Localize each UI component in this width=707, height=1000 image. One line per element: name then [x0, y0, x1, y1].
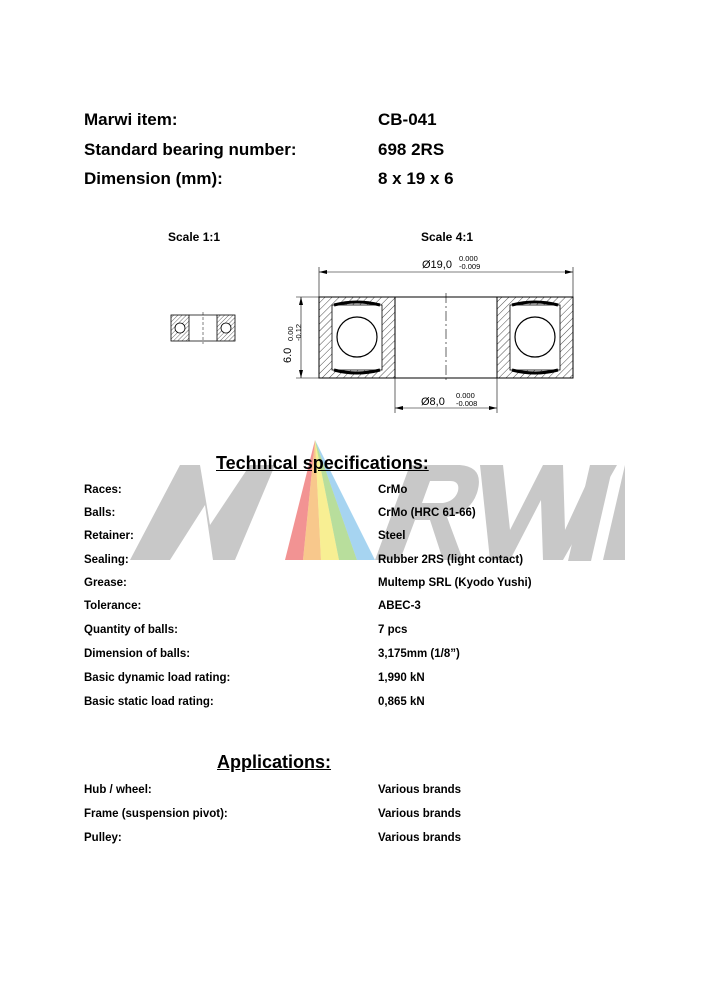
- application-label: Frame (suspension pivot):: [84, 808, 228, 820]
- inner-diameter-label: Ø8,0: [421, 396, 445, 408]
- spec-value: Multemp SRL (Kyodo Yushi): [378, 577, 532, 589]
- outer-diameter-label: Ø19,0: [422, 259, 452, 271]
- width-tol-upper: 0.00: [286, 326, 295, 341]
- spec-label: Sealing:: [84, 554, 129, 566]
- logo-letter-i-bar: [555, 463, 615, 563]
- spec-value: CrMo: [378, 484, 408, 496]
- spec-value: CrMo (HRC 61-66): [378, 507, 476, 519]
- spec-label: Balls:: [84, 507, 116, 519]
- spec-label: Tolerance:: [84, 600, 142, 612]
- spec-label: Basic dynamic load rating:: [84, 672, 231, 684]
- dimension-value: 8 x 19 x 6: [378, 169, 454, 188]
- width-dimension-label: 6.0: [282, 347, 294, 363]
- inner-diameter-tolerance: [456, 392, 477, 408]
- spec-value: 0,865 kN: [378, 696, 425, 708]
- scale-4-1-label: Scale 4:1: [421, 230, 474, 244]
- spec-label: Races:: [84, 484, 122, 496]
- width-tol-lower: -0.12: [294, 323, 303, 341]
- spec-label: Retainer:: [84, 530, 134, 542]
- scale-1-1-label: Scale 1:1: [168, 230, 221, 244]
- inner-tol-lower: -0.008: [456, 399, 478, 408]
- outer-tol-lower: -0.009: [459, 262, 481, 271]
- outer-tol-upper: 0.000: [459, 254, 478, 263]
- standard-bearing-value: 698 2RS: [378, 140, 445, 159]
- standard-bearing-label: Standard bearing number:: [84, 140, 297, 159]
- spec-value: Rubber 2RS (light contact): [378, 554, 524, 566]
- bearing-drawing-scale-4-1: [282, 255, 582, 415]
- applications-heading: Applications:: [217, 752, 332, 772]
- application-value: Various brands: [378, 808, 462, 820]
- width-tolerance: [287, 311, 303, 341]
- application-value: Various brands: [378, 784, 462, 796]
- spec-value: ABEC-3: [378, 600, 421, 612]
- application-value: Various brands: [378, 832, 462, 844]
- spec-label: Quantity of balls:: [84, 624, 178, 636]
- technical-specifications-heading: Technical specifications:: [216, 453, 429, 473]
- outer-diameter-tolerance: [459, 255, 480, 271]
- spec-value: 1,990 kN: [378, 672, 425, 684]
- bearing-drawing-scale-1-1: [168, 312, 238, 344]
- application-label: Pulley:: [84, 832, 122, 844]
- logo-letter-m: [130, 465, 275, 560]
- application-label: Hub / wheel:: [84, 784, 152, 796]
- spec-value: 3,175mm (1/8”): [378, 648, 460, 660]
- marwi-item-value: CB-041: [378, 110, 437, 129]
- spec-value: Steel: [378, 530, 406, 542]
- inner-tol-upper: 0.000: [456, 391, 475, 400]
- marwi-item-label: Marwi item:: [84, 110, 178, 129]
- spec-value: 7 pcs: [378, 624, 408, 636]
- dimension-label: Dimension (mm):: [84, 169, 223, 188]
- spec-label: Basic static load rating:: [84, 696, 214, 708]
- spec-label: Dimension of balls:: [84, 648, 191, 660]
- spec-label: Grease:: [84, 577, 127, 589]
